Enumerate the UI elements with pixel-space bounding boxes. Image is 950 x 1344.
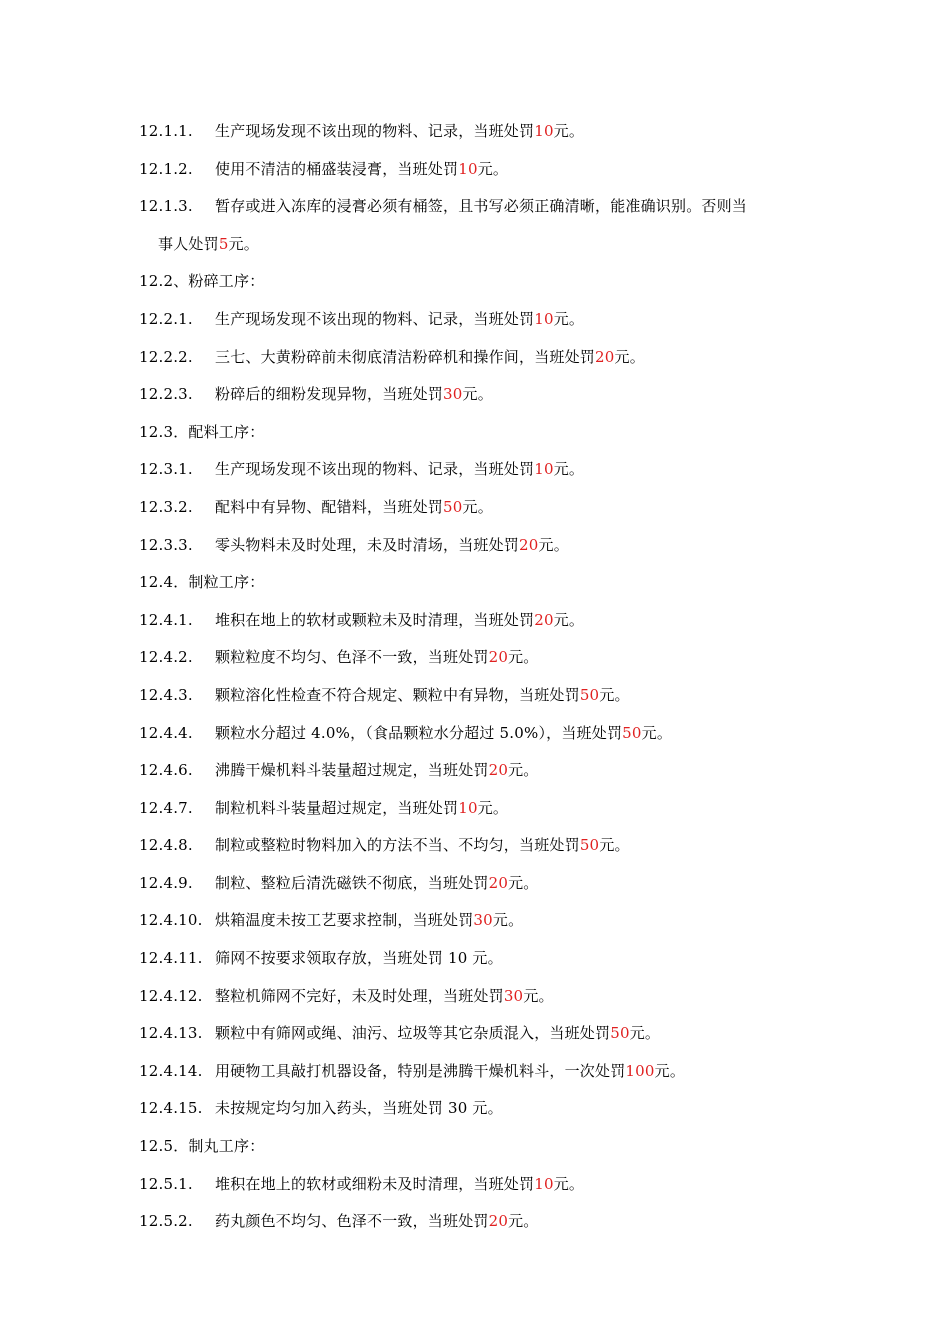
rule-suffix: 元。 [553,122,585,140]
rule-text: 沸腾干燥机料斗装量超过规定，当班处罚 [215,761,489,780]
rule-text: 使用不清洁的桶盛装浸膏，当班处罚 [215,159,459,178]
rule-line [139,155,829,193]
rule-number: 12.1.2. [139,159,193,178]
rule-line [139,643,829,681]
rule-suffix: 元。 [553,1174,585,1193]
rule-suffix: 元。 [553,460,585,479]
rule-suffix: 元。 [477,159,509,178]
rule-number: 12.4.10. [139,911,203,930]
penalty-amount: 10 [534,1174,554,1193]
rule-text: 制粒机料斗装量超过规定，当班处罚 [215,798,459,817]
rule-line [139,944,829,982]
section-heading [139,418,829,456]
rule-text: 暂存或进入冻库的浸膏必须有桶签，且书写必须正确清晰，能准确识别。否则当 [215,197,748,216]
rule-line [139,681,829,719]
rule-number: 12.5.1. [139,1174,193,1193]
rule-number: 12.4.15. [139,1099,203,1118]
rule-suffix: 元。 [654,1061,686,1080]
rule-text: 颗粒中有筛网或绳、油污、垃圾等其它杂质混入，当班处罚 [215,1024,611,1043]
penalty-amount: 20 [488,648,509,667]
rule-number: 12.4.11. [139,949,203,968]
rule-suffix: 元。 [508,1212,539,1231]
rule-line [139,455,829,493]
penalty-amount: 50 [579,836,600,855]
rule-text: 堆积在地上的软材或细粉未及时清理，当班处罚 [215,1174,535,1193]
rule-line [139,1207,829,1245]
rule-number: 12.4.4. [139,723,193,742]
rule-suffix: 元。 [553,610,585,629]
rule-text: 筛网不按要求领取存放，当班处罚 10 元。 [215,949,503,968]
rule-line [139,756,829,794]
section-title: 12.3．配料工序： [139,422,265,441]
rule-text: 粉碎后的细粉发现异物，当班处罚 [215,385,444,404]
rule-number: 12.4.8. [139,836,193,855]
rule-line [139,982,829,1020]
rule-text: 生产现场发现不该出现的物料、记录，当班处罚 [215,460,535,479]
rule-suffix: 元。 [508,873,539,892]
rule-number: 12.1.1. [139,122,193,140]
rule-suffix: 元。 [599,685,630,704]
rule-line [139,831,829,869]
rule-suffix: 元。 [523,986,554,1005]
rule-suffix: 元。 [614,347,645,366]
rule-number: 12.4.2. [139,648,193,667]
penalty-amount: 50 [622,723,642,742]
section-heading [139,568,829,606]
rule-line [139,1019,829,1057]
rule-number: 12.3.3. [139,535,193,554]
penalty-amount: 20 [519,535,539,554]
rule-suffix: 元。 [477,798,509,817]
penalty-amount: 50 [443,497,463,516]
rule-number: 12.4.7. [139,798,193,817]
rule-text: 制粒或整粒时物料加入的方法不当、不均匀，当班处罚 [215,836,580,855]
penalty-amount: 10 [534,460,554,479]
rule-number: 12.2.2. [139,347,193,366]
rule-line [139,493,829,531]
section-heading [139,1132,829,1170]
rule-number: 12.4.1. [139,610,193,629]
rule-number: 12.4.6. [139,761,193,780]
rule-suffix: 元。 [492,911,524,930]
rule-line [139,606,829,644]
rule-suffix: 元。 [462,385,493,404]
penalty-amount: 20 [595,347,615,366]
rule-text: 三七、大黄粉碎前未彻底清洁粉碎机和操作间，当班处罚 [215,347,596,366]
rule-text: 生产现场发现不该出现的物料、记录，当班处罚 [215,122,535,140]
rule-line [139,794,829,832]
rule-line [139,1094,829,1132]
penalty-amount: 30 [503,986,524,1005]
rule-line-continuation [139,230,829,268]
penalty-amount: 50 [610,1024,630,1043]
section-heading [139,267,829,305]
rule-line [139,117,829,155]
rule-line [139,531,829,569]
rule-line [139,192,829,230]
penalty-amount: 20 [488,761,509,780]
penalty-amount: 20 [488,1212,509,1231]
penalty-amount: 30 [443,385,463,404]
rule-text: 制粒、整粒后清洗磁铁不彻底，当班处罚 [215,873,489,892]
rule-line [139,343,829,381]
section-title: 12.5．制丸工序： [139,1137,265,1156]
rule-line [139,869,829,907]
rule-suffix: 元。 [508,648,539,667]
rule-text: 未按规定均匀加入药头，当班处罚 30 元。 [215,1099,503,1118]
rule-suffix: 元。 [538,535,569,554]
rule-text: 配料中有异物、配错料，当班处罚 [215,497,444,516]
rule-line [139,1170,829,1208]
rule-text: 烘箱温度未按工艺要求控制，当班处罚 [215,911,474,930]
rule-text: 堆积在地上的软材或颗粒未及时清理，当班处罚 [215,610,535,629]
rule-number: 12.4.9. [139,873,193,892]
section-title: 12.2、粉碎工序： [139,272,265,291]
rule-text: 颗粒水分超过 4.0%，（食品颗粒水分超过 5.0%），当班处罚 [215,723,623,742]
rule-suffix: 元。 [462,497,493,516]
penalty-amount: 10 [534,122,554,140]
rule-text: 零头物料未及时处理，未及时清场，当班处罚 [215,535,520,554]
penalty-amount: 10 [458,159,478,178]
rule-text: 生产现场发现不该出现的物料、记录，当班处罚 [215,309,535,328]
penalty-amount: 20 [488,873,509,892]
rule-number: 12.2.1. [139,309,193,328]
rule-suffix: 元。 [629,1024,661,1043]
penalty-amount: 10 [458,798,478,817]
rule-number: 12.5.2. [139,1212,193,1231]
section-title: 12.4．制粒工序： [139,573,265,592]
rule-suffix: 元。 [553,309,585,328]
rule-text: 颗粒溶化性检查不符合规定、颗粒中有异物，当班处罚 [215,685,580,704]
rule-line [139,719,829,757]
rule-number: 12.4.13. [139,1024,203,1043]
rule-text: 整粒机筛网不完好，未及时处理，当班处罚 [215,986,504,1005]
rule-suffix: 元。 [641,723,673,742]
rule-suffix: 元。 [228,234,259,253]
rule-number: 12.3.2. [139,497,193,516]
rule-line [139,305,829,343]
penalty-amount: 5 [218,234,229,253]
rule-number: 12.4.14. [139,1061,203,1080]
penalty-amount: 50 [579,685,600,704]
rule-number: 12.4.12. [139,986,203,1005]
rule-number: 12.4.3. [139,685,193,704]
rule-text: 颗粒粒度不均匀、色泽不一致，当班处罚 [215,648,489,667]
rule-suffix: 元。 [508,761,539,780]
rule-text: 事人处罚 [158,234,219,253]
rule-line [139,1057,829,1095]
rule-text: 用硬物工具敲打机器设备，特别是沸腾干燥机料斗，一次处罚 [215,1061,626,1080]
rule-number: 12.3.1. [139,460,193,479]
penalty-amount: 20 [534,610,554,629]
rule-line [139,906,829,944]
penalty-amount: 100 [625,1061,655,1080]
penalty-amount: 10 [534,309,554,328]
rules-list [139,117,829,1245]
rule-text: 药丸颜色不均匀、色泽不一致，当班处罚 [215,1212,489,1231]
rule-number: 12.2.3. [139,385,193,404]
rule-suffix: 元。 [599,836,630,855]
rule-number: 12.1.3. [139,197,193,216]
penalty-amount: 30 [473,911,493,930]
rule-line [139,380,829,418]
